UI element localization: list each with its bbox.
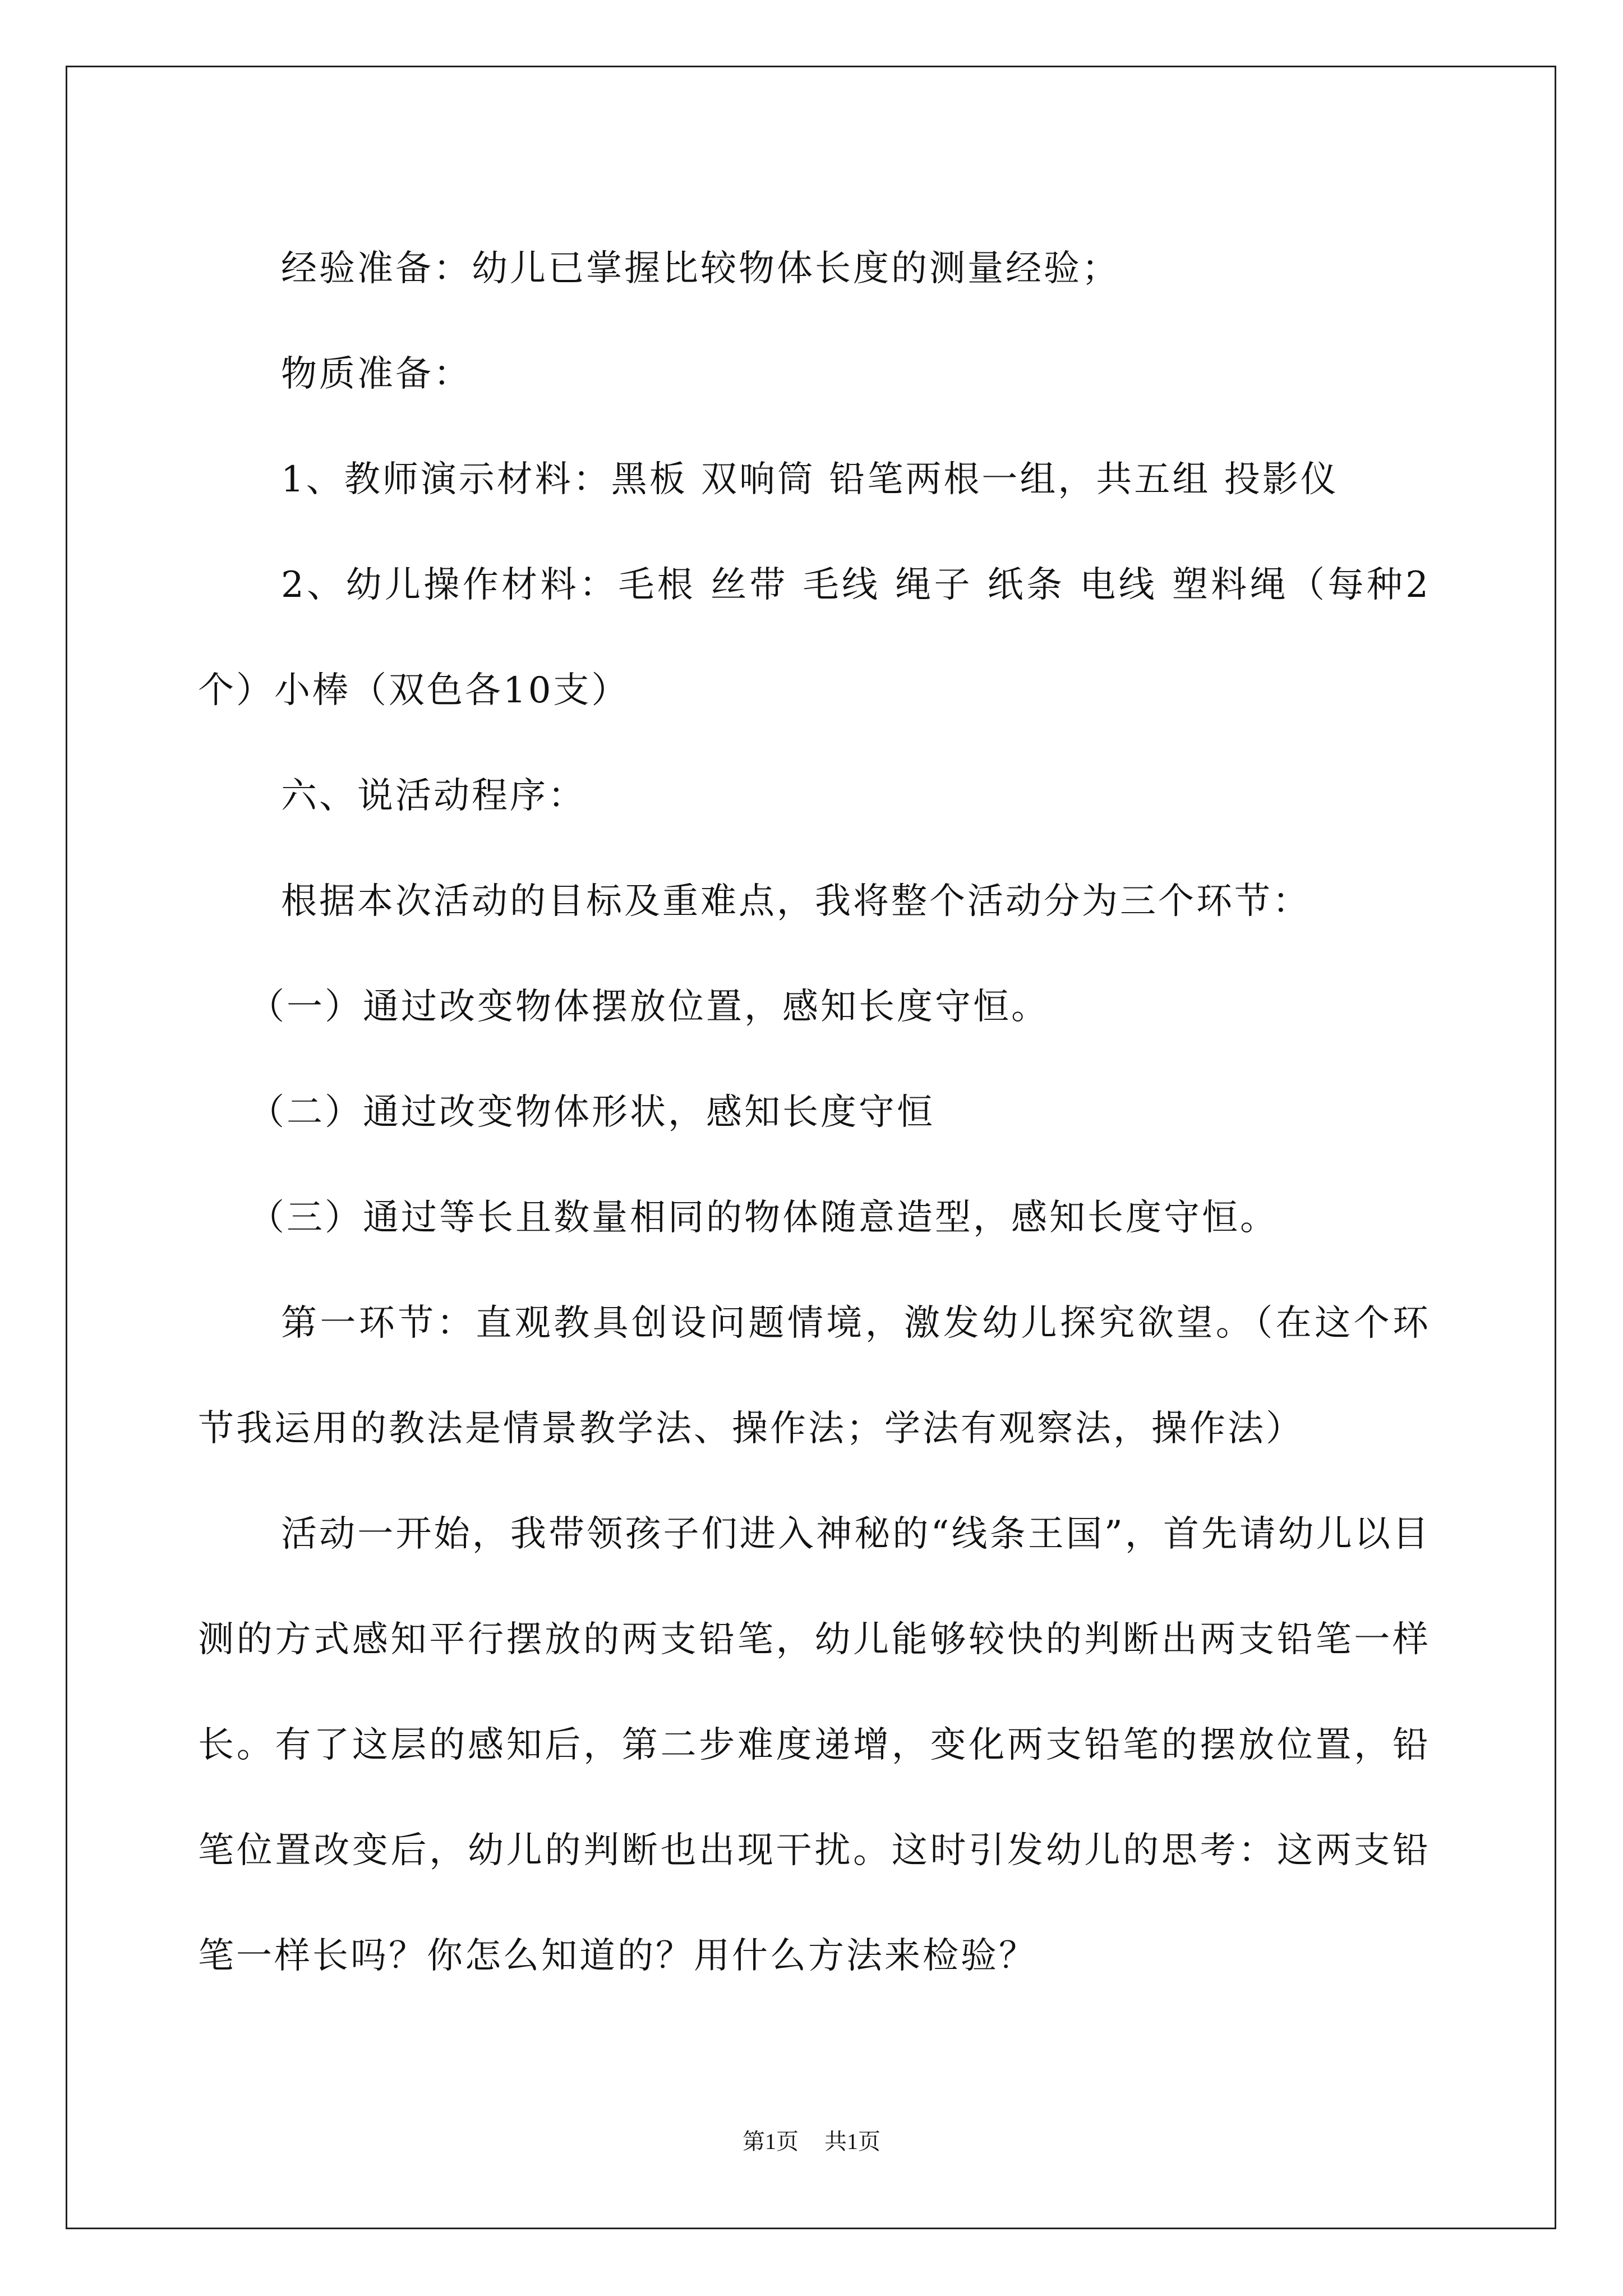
paragraph-activity-description: 活动一开始，我带领孩子们进入神秘的“线条王国”，首先请幼儿以目测的方式感知平行摆放的两支铅笔，幼儿能够较快的判断出两支铅笔一样长。有了这层的感知后，第二步难度递增，变化两支铅笔的摆放位置，铅笔位置改变后，幼儿的判断也出现干扰。这时引发幼儿的思考：这两支铅笔一样长吗？你怎么知道的？用什么方法来检验？ — [198, 1513, 1431, 1977]
paragraph-procedure-intro: 根据本次活动的目标及重难点，我将整个活动分为三个环节： — [281, 881, 1311, 922]
page-footer — [0, 2126, 1623, 2157]
list-item-step-three: （三）通过等长且数量相同的物体随意造型，感知长度守恒。 — [248, 1197, 1278, 1239]
document-body — [198, 216, 1431, 2009]
list-item-step-two: （二）通过改变物体形状，感知长度守恒 — [248, 1092, 935, 1133]
page-number-current: 第1页 — [743, 2129, 799, 2154]
paragraph-material-prep: 物质准备： — [281, 353, 472, 395]
paragraph-teacher-materials: 1、教师演示材料：黑板 双响筒 铅笔两根一组，共五组 投影仪 — [281, 459, 1339, 500]
page-number-total: 共1页 — [824, 2129, 880, 2154]
paragraph-child-materials: 2、幼儿操作材料：毛根 丝带 毛线 绳子 纸条 电线 塑料绳（每种2个）小棒（双色各10支） — [198, 564, 1431, 711]
list-item-step-one: （一）通过改变物体摆放位置，感知长度守恒。 — [248, 986, 1049, 1028]
heading-activity-procedure: 六、说活动程序： — [281, 775, 586, 817]
paragraph-first-stage: 第一环节：直观教具创设问题情境，激发幼儿探究欲望。（在这个环节我运用的教法是情景教学法、操作法；学法有观察法，操作法） — [198, 1303, 1431, 1450]
paragraph-experience-prep: 经验准备：幼儿已掌握比较物体长度的测量经验； — [281, 248, 1120, 289]
